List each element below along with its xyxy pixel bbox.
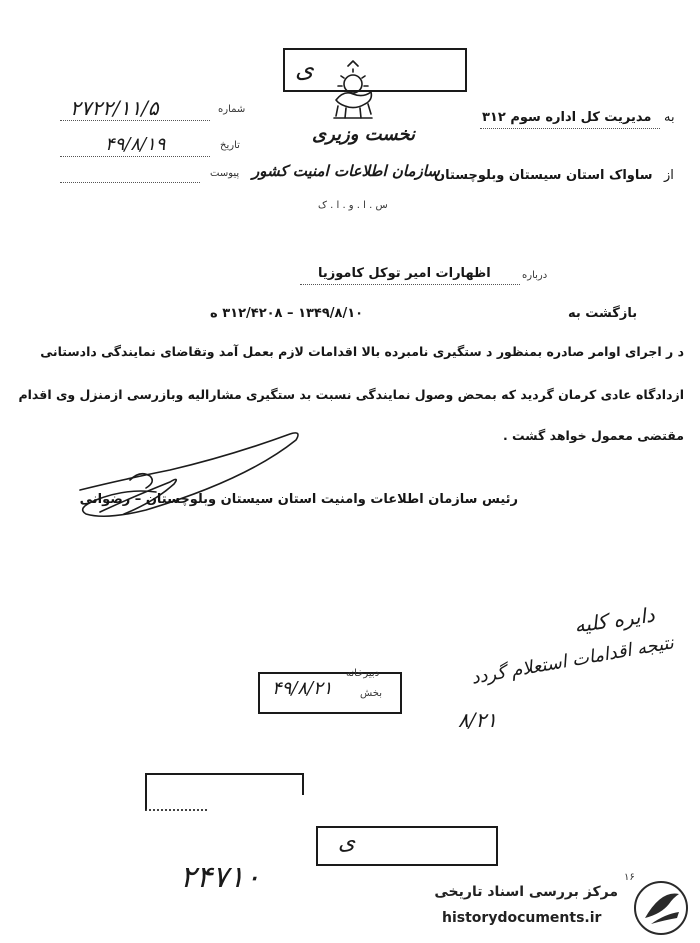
date-underline <box>60 156 210 157</box>
reference-label: بازگشت به <box>568 306 638 321</box>
attachment-label: پیوست <box>210 168 240 179</box>
subject-label: درباره <box>522 270 548 281</box>
body-line-1: د ر اجرای اوامر صادره بمنظور د ستگیری نامبرده بالا اقدامات لازم بعمل آمد وتقاضای نمایندگی دادستانی <box>40 344 684 359</box>
watermark-site-url: historydocuments.ir <box>442 910 602 926</box>
received-stamp-number: ۴۹/۸/۲۱ <box>272 678 333 699</box>
site-logo-icon <box>633 880 689 936</box>
to-underline <box>480 128 660 129</box>
number-label: شماره <box>218 104 246 115</box>
note-line-2: نتیجه اقدامات استعلام گردد <box>469 632 676 689</box>
from-value: ساواک استان سیستان وبلوچستان <box>434 168 653 183</box>
signature-text: رئیس سازمان اطلاعات وامنیت استان سیستان وبلوچستان – رضوانی <box>79 492 518 507</box>
reference-value: ۱۳۴۹/۸/۱۰ – ۳۱۲/۴۲۰۸ ه <box>210 306 364 321</box>
top-stamp-mark: ی <box>295 55 314 83</box>
attachment-underline <box>60 182 200 183</box>
number-value: ۲۷۲۲/۱۱/۵ <box>70 96 159 120</box>
org-name: سازمان اطلاعات امنیت کشور <box>252 162 440 180</box>
bottom-stamp-mark: ی <box>338 830 356 855</box>
to-value: مدیریت کل اداره سوم ۳۱۲ <box>482 110 652 125</box>
body-line-2: ازدادگاه عادی کرمان گردید که بمحض وصول نمایندگی نسبت بد ستگیری مشارالیه وبازرسی ازمنزل وی اقدام <box>18 387 684 402</box>
stamp-fragment <box>145 773 304 795</box>
date-value: ۴۹/۸/۱۹ <box>105 134 166 155</box>
number-underline <box>60 120 210 121</box>
from-label: از <box>664 168 674 183</box>
note-date: ۸/۲۱ <box>458 708 497 732</box>
stamp-fragment-lower <box>145 795 207 811</box>
note-line-1: دایره کلیه <box>572 602 657 638</box>
corner-number: ۱۶ <box>624 872 635 883</box>
body-line-3: مقتضی معمول خواهد گشت . <box>502 428 684 443</box>
received-stamp-label-2: بخش <box>360 688 382 699</box>
archive-number: ۲۴۷۱۰ <box>180 860 261 895</box>
date-label: تاریخ <box>220 140 240 151</box>
org-code: س . ا . و . ا . ک <box>318 200 388 211</box>
lion-sun-emblem-icon <box>328 60 378 122</box>
emblem-title: نخست وزیری <box>312 124 416 145</box>
watermark <box>430 878 695 938</box>
to-label: به <box>664 110 675 125</box>
received-stamp-label-1: دبیرخانه <box>346 668 380 679</box>
subject-underline <box>300 284 520 285</box>
watermark-site-name: مرکز بررسی اسناد تاریخی <box>434 884 618 900</box>
signature-scribble-icon <box>60 420 310 530</box>
subject-value: اظهارات امیر توکل کاموزیا <box>318 266 491 281</box>
